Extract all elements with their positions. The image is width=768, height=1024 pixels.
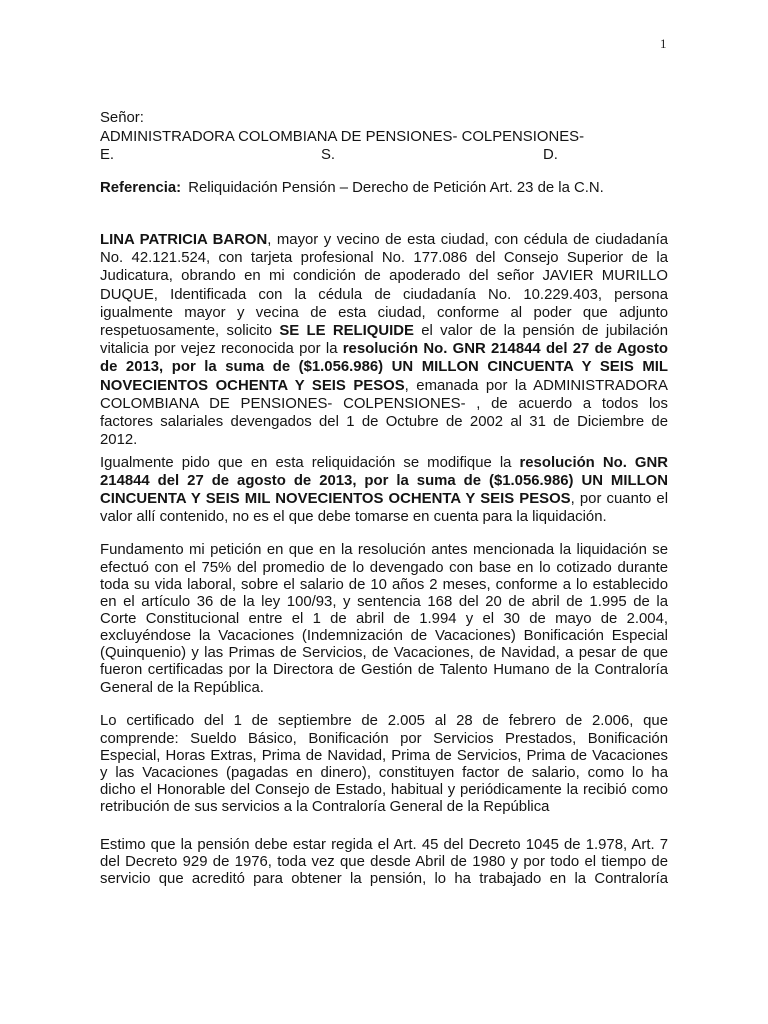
- line-text: en el artículo 36 de la ley 100/93, y sentencia 168 del 20 de abril de 1.995 de la: [100, 593, 668, 610]
- emphasis-text: resolución No. GNR: [519, 455, 668, 471]
- line-text: respetuosamente, solicito: [100, 323, 280, 340]
- text-line: [100, 542, 668, 559]
- line-text: General de la República.: [100, 679, 264, 696]
- line-text: valor allí contenido, no es el que debe tomarse en cuenta para la liquidación.: [100, 509, 607, 525]
- reference-line: [100, 179, 668, 197]
- text-line: [100, 837, 668, 854]
- esd-d: D.: [543, 147, 558, 163]
- paragraph-1: [100, 231, 668, 449]
- line-text: efectuó con el 75% del promedio de lo devengado con base en lo cotizado durante: [100, 559, 668, 576]
- emphasis-text: LINA PATRICIA BARON: [100, 232, 268, 248]
- text-line: [100, 611, 668, 628]
- text-line: [100, 490, 668, 508]
- line-text: y las Vacaciones (pagadas en dinero), constituyen factor de salario, como lo ha: [100, 765, 668, 781]
- text-line: [100, 304, 668, 322]
- text-line: [100, 340, 668, 358]
- text-line: [100, 508, 668, 526]
- line-text: fueron certificadas por la Directora de Gestión de Talento Humano de la Contraloría: [100, 662, 668, 679]
- salutation-title: Señor:: [100, 110, 144, 126]
- text-line: [100, 765, 668, 782]
- line-text: DUQUE, Identificada con la cédula de ciudadanía No. 10.229.403, persona: [100, 286, 668, 303]
- text-line: [100, 377, 668, 395]
- emphasis-text: resolución No. GNR 214844 del 27 de Agosto: [342, 341, 668, 358]
- line-text: , emanada por la ADMINISTRADORA: [404, 377, 668, 394]
- line-text: servicio que acreditó para obtener la pensión, lo ha trabajado en la Contraloría: [100, 870, 668, 887]
- text-line: [100, 431, 668, 449]
- paragraph-3: [100, 542, 668, 696]
- text-line: [100, 395, 668, 413]
- line-text: , por cuanto el: [570, 491, 668, 507]
- line-text: Lo certificado del 1 de septiembre de 2.005 al 28 de febrero de 2.006, que: [100, 713, 668, 730]
- reference-label: Referencia:: [100, 180, 182, 196]
- line-text: retribución de sus servicios a la Contraloría General de la República: [100, 799, 550, 816]
- text-line: [100, 731, 668, 748]
- text-line: [100, 358, 668, 376]
- text-line: [100, 645, 668, 662]
- emphasis-text: 214844 del 27 de agosto de 2013, por la suma de ($1.056.986) UN MILLON: [100, 473, 668, 489]
- text-line: [100, 713, 668, 730]
- line-text: Corte Constitucional entre el 1 de abril de 1.994 y el 30 de mayo de 2.004,: [100, 611, 668, 628]
- text-line: [100, 594, 668, 611]
- line-text: No. 42.121.524, con tarjeta profesional No. 177.086 del Consejo Superior de la: [100, 250, 668, 267]
- line-text: , mayor y vecino de esta ciudad, con cédula de ciudadanía: [267, 232, 669, 248]
- line-text: Igualmente pido que en esta reliquidación se modifique la: [100, 455, 520, 471]
- text-line: [100, 871, 668, 888]
- text-line: [100, 472, 668, 490]
- text-line: [100, 267, 668, 285]
- esd-s: S.: [321, 147, 336, 163]
- text-line: [100, 854, 668, 871]
- text-line: [100, 628, 668, 645]
- line-text: dicho el Honorable del Consejo de Estado, habitual y periódicamente la recibió como: [100, 782, 668, 799]
- recipient-name: ADMINISTRADORA COLOMBIANA DE PENSIONES- COLPENSIONES-: [100, 128, 585, 145]
- esd-line: [100, 146, 668, 165]
- text-line: [100, 577, 668, 594]
- text-line: [100, 286, 668, 304]
- line-text: 2012.: [100, 432, 138, 449]
- paragraph-4: [100, 713, 668, 816]
- line-text: comprende: Sueldo Básico, Bonificación por Servicios Prestados, Bonificación: [100, 730, 668, 747]
- esd-e: E.: [100, 147, 115, 163]
- reference: [100, 179, 668, 197]
- salutation: [100, 109, 668, 165]
- line-text: (Quinquenio) y las Primas de Servicios, de Vacaciones, de Navidad, a pesar de que: [100, 645, 668, 662]
- text-line: [100, 748, 668, 765]
- page-number: 1: [660, 36, 667, 51]
- emphasis-text: NOVECIENTOS OCHENTA Y SEIS PESOS: [100, 377, 405, 394]
- reference-text: Reliquidación Pensión – Derecho de Petición Art. 23 de la C.N.: [188, 180, 604, 196]
- line-text: toda su vida laboral, sobre el salario de 10 años 2 meses, conforme a lo establecido: [100, 576, 668, 593]
- line-text: vitalicia por vejez reconocida por la: [100, 341, 343, 358]
- paragraph-5: [100, 837, 668, 888]
- text-line: [100, 231, 668, 249]
- emphasis-text: SE LE RELIQUIDE: [279, 323, 414, 340]
- line-text: Judicatura, obrando en mi condición de apoderado del señor JAVIER MURILLO: [100, 268, 668, 285]
- line-text: Estimo que la pensión debe estar regida el Art. 45 del Decreto 1045 de 1.978, Art. 7: [100, 836, 668, 853]
- text-line: [100, 454, 668, 472]
- line-text: igualmente mayor y vecina de esta ciudad, conforme al poder que adjunto: [100, 304, 668, 321]
- line-text: del Decreto 929 de 1976, toda vez que desde Abril de 1980 y por todo el tiempo de: [100, 853, 668, 870]
- text-line: [100, 662, 668, 679]
- line-text: Fundamento mi petición en que en la resolución antes mencionada la liquidación se: [100, 542, 668, 559]
- text-line: [100, 322, 668, 340]
- line-text: factores salariales devengados del 1 de Octubre de 2002 al 31 de Diciembre de: [100, 414, 668, 431]
- line-text: el valor de la pensión de jubilación: [413, 323, 668, 340]
- text-line: [100, 249, 668, 267]
- line-text: excluyéndose la Vacaciones (Indemnización de Vacaciones) Bonificación Especial: [100, 628, 668, 645]
- text-line: [100, 782, 668, 799]
- line-text: COLOMBIANA DE PENSIONES- COLPENSIONES- , de acuerdo a todos los: [100, 395, 668, 412]
- text-line: [100, 799, 668, 816]
- paragraph-2: [100, 454, 668, 526]
- emphasis-text: CINCUENTA Y SEIS MIL NOVECIENTOS OCHENTA Y SEIS PESOS: [100, 491, 571, 507]
- line-text: Especial, Horas Extras, Prima de Navidad, Prima de Servicios, Prima de Vacaciones: [100, 747, 668, 764]
- text-line: [100, 413, 668, 431]
- text-line: [100, 680, 668, 697]
- text-line: [100, 560, 668, 577]
- emphasis-text: de 2013, por la suma de ($1.056.986) UN MILLON CINCUENTA Y SEIS MIL: [100, 359, 668, 376]
